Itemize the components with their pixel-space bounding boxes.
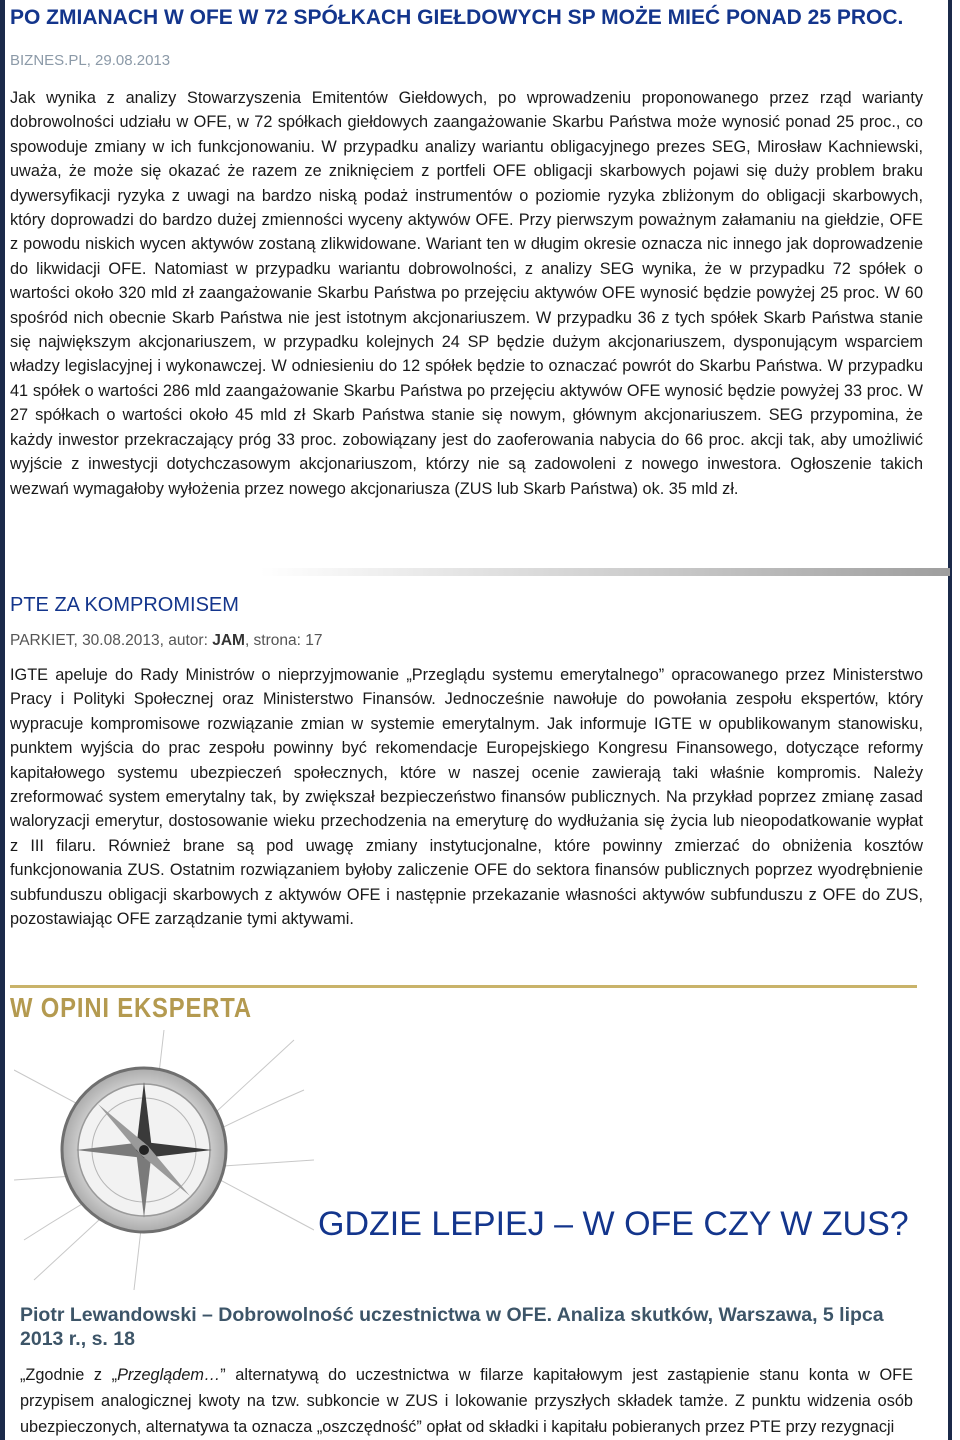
left-border [0,0,5,1440]
article-2-source-suffix: , strona: 17 [244,632,323,649]
quote-rest: ” alternatywą do uczestnictwa w filarze kapitałowym jest zastąpienie stanu konta w OFE przypisem analogicznej kwoty na tzw. subkoncie w ZUS i lokowanie przyszłych składek tamże. Z punktu widzenia osób ubezpieczonych, alternatywa ta oznacza „oszczędność” opłat od składki i kapitału pobieranych przez PTE przy rezygnacji [20,1366,913,1436]
article-1-title: PO ZMIANACH W OFE W 72 SPÓŁKACH GIEŁDOWYCH SP MOŻE MIEĆ PONAD 25 PROC. [10,6,904,29]
expert-citation: Piotr Lewandowski – Dobrowolność uczestnictwa w OFE. Analiza skutków, Warszawa, 5 lipca 2013 r., s. 18 [20,1304,884,1350]
article-2-author: JAM [212,632,245,649]
quote-open: „Zgodnie z „ [20,1366,118,1384]
article-1-body: Jak wynika z analizy Stowarzyszenia Emitentów Giełdowych, po wprowadzeniu proponowanego przez rząd warianty dobrowolności udziału w OFE, w 72 spółkach giełdowych zaangażowanie Skarbu Państwa może wynosić ponad 25 proc., co spowoduje zmiany w ich funkcjonowaniu. W przypadku analizy wariantu obligacyjnego prezes SEG, Mirosław Kachniewski, uważa, że może się okazać że razem ze zniknięciem z portfeli OFE obligacji skarbowych pojawi się duży problem braku dywersyfikacji ryzyka z uwagi na bardzo niską podaż instrumentów o poziomie ryzyka zbliżonym do obligacji skarbowych, który doprowadzi do bardzo dużej zmienności wyceny aktywów OFE. Przy pierwszym poważnym załamaniu na giełdzie, OFE z powodu niskich wycen aktywów zostaną zlikwidowane. Wariant ten w długim okresie oznacza nic innego jak doprowadzenie do likwidacji OFE. Natomiast w przypadku wariantu dobrowolności, z analizy SEG wynika, że w przypadku 72 spółek o wartości około 320 mld zł zaangażowanie Skarbu Państwa po przejęciu aktywów OFE wynosić będzie powyżej 25 proc. W 60 spośród nich obecnie Skarb Państwa nie jest istotnym akcjonariuszem. W przypadku 36 z tych spółek Skarb Państwa stanie się największym akcjonariuszem, w przypadku kolejnych 24 SP będzie dużym akcjonariuszem, dysponującym wsparciem władzy legislacyjnej i wykonawczej. W odniesieniu do 12 spółek będzie to oznaczać powrót do Skarbu Państwa. W przypadku 41 spółek o wartości 286 mld zaangażowanie Skarbu Państwa po przejęciu aktywów OFE wynosić będzie powyżej 33 proc. W 27 spółkach o wartości około 45 mld zł Skarb Państwa stanie się nowym, głównym akcjonariuszem. SEG przypomina, że każdy inwestor przekraczający próg 33 proc. zobowiązany jest do zaoferowania nabycia do 66 proc. akcji tak, aby umożliwić wyjście z inwestycji dotychczasowym akcjonariuszom, którzy nie są zadowoleni z nowego inwestora. Ogłoszenie takich wezwań wymagałoby wyłożenia przez nowego akcjonariusza (ZUS lub Skarb Państwa) ok. 35 mld zł. [10,89,923,498]
expert-banner: W OPINI EKSPERTA [10,992,252,1023]
section-divider [260,568,950,576]
expert-banner-line [10,985,917,988]
article-2-title: PTE ZA KOMPROMISEM [10,594,239,616]
article-2-source [10,632,322,650]
article-1-source: BIZNES.PL, 29.08.2013 [10,52,171,69]
quote-italic: Przeglądem… [117,1366,221,1384]
expert-quote [20,1362,913,1440]
article-2-body: IGTE apeluje do Rady Ministrów o nieprzyjmowanie „Przeglądu systemu emerytalnego” opracowanego przez Ministerstwo Pracy i Polityki Społecznej oraz Ministerstwo Finansów. Jednocześnie nawołuje do powołania zespołu ekspertów, który wypracuje kompromisowe rozwiązanie zmian w systemie emerytalnym. Jak informuje IGTE w opublikowanym stanowisku, punktem wyjścia do prac zespołu powinny być rekomendacje Europejskiego Kongresu Finansowego, dotyczące reformy kapitałowego systemu ubezpieczeń społecznych, które w naszej ocenie zawierają taki właśnie kompromis. Należy zreformować system emerytalny tak, by zwiększał bezpieczeństwo finansów publicznych. Na przykład poprzez zmianę zasad waloryzacji emerytur, dostosowanie wieku przechodzenia na emeryturę do wydłużania się życia lub nieopodatkowanie wypłat z III filaru. Również brane są pod uwagę zmiany instytucjonalne, które powinny zmierzać do obniżenia kosztów funkcjonowania ZUS. Ostatnim rozwiązaniem byłoby zaliczenie OFE do sektora finansów publicznych poprzez wyodrębnienie subfunduszu obligacji skarbowych z aktywów OFE i następnie przekazanie własności aktywów subfunduszu z OFE do ZUS, pozostawiając OFE zarządzanie tymi aktywami. [10,666,923,929]
compass-icon [14,1030,314,1290]
article-2-source-prefix: PARKIET, 30.08.2013, autor: [10,632,213,649]
right-border [948,0,952,1440]
expert-headline: GDZIE LEPIEJ – W OFE CZY W ZUS? [318,1205,909,1243]
